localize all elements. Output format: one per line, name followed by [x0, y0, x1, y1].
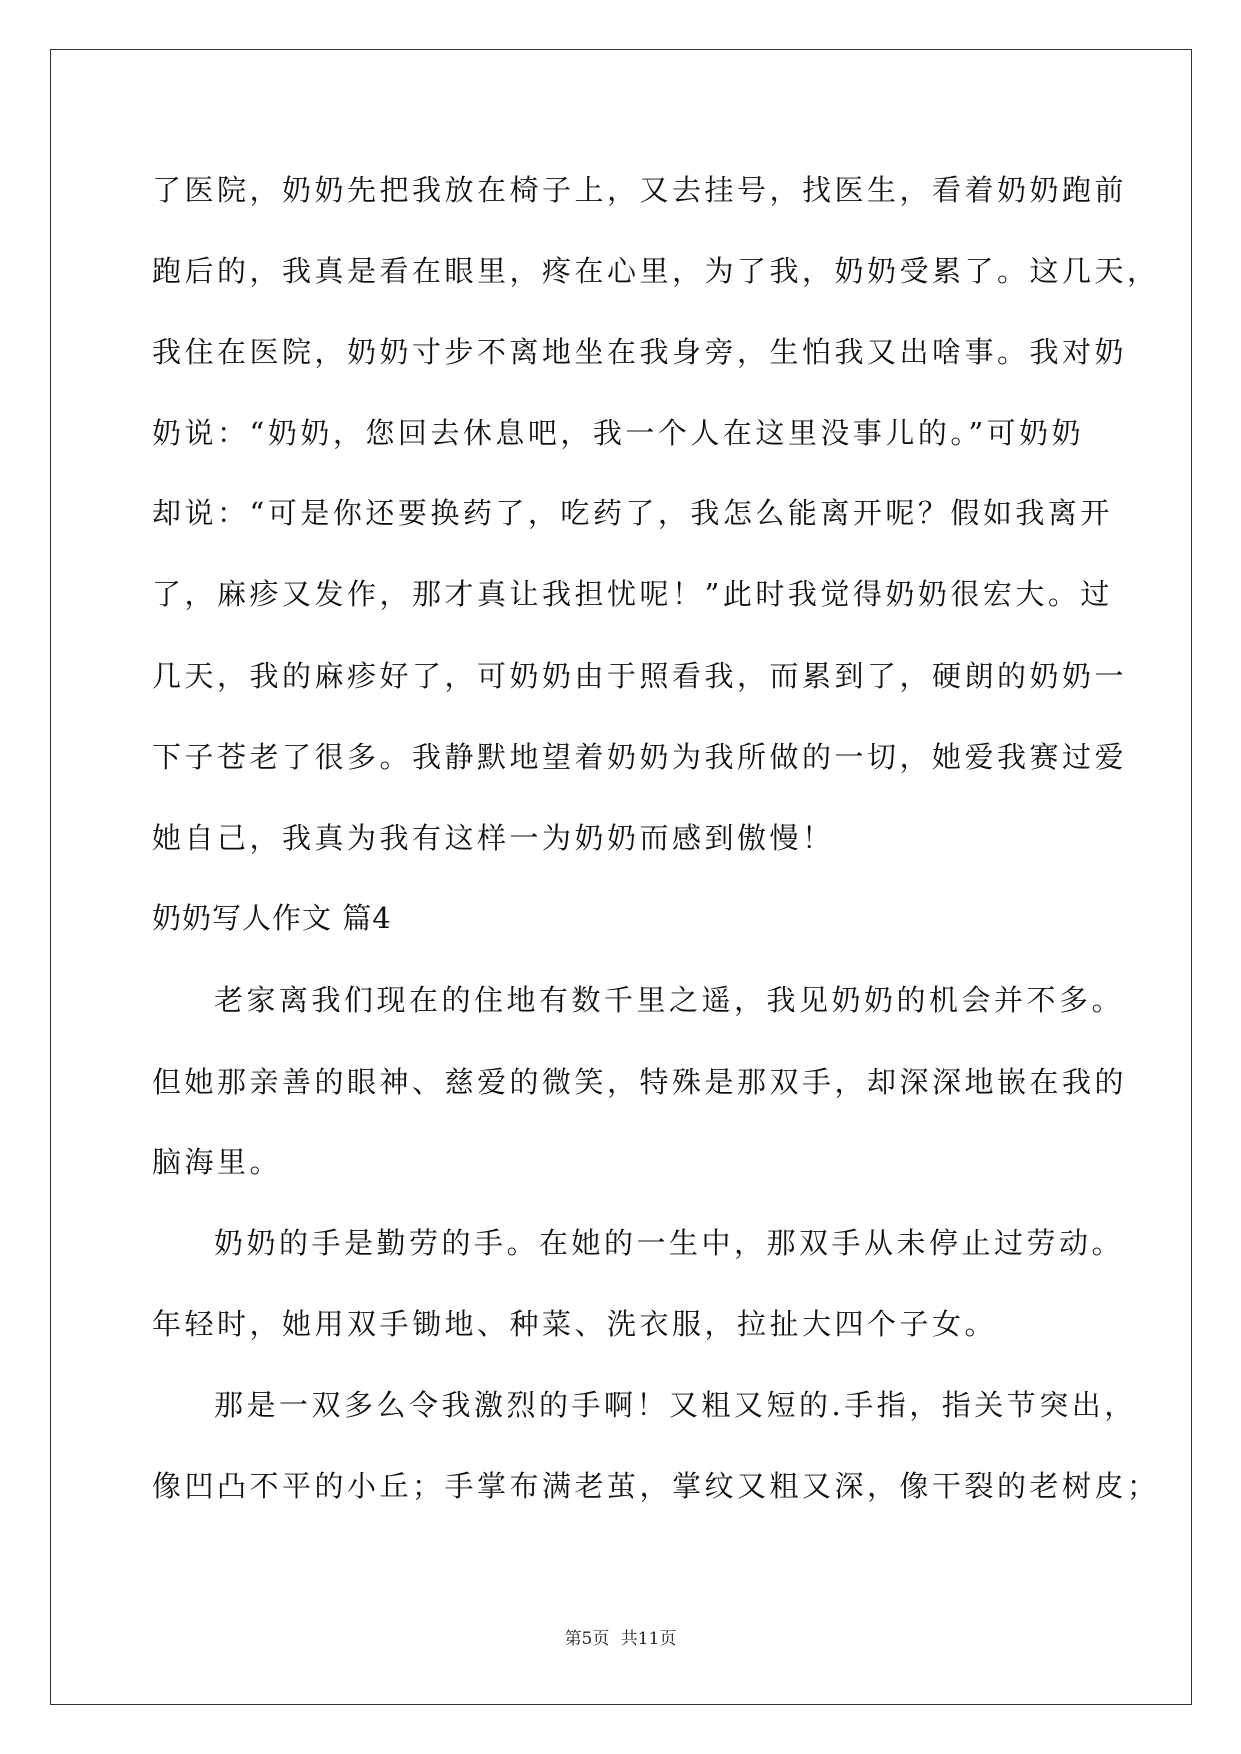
- text-line: 却说：“可是你还要换药了，吃药了，我怎么能离开呢？假如我离开: [152, 496, 1113, 530]
- text-line: 脑海里。: [152, 1145, 283, 1179]
- text-line: 跑后的，我真是看在眼里，疼在心里，为了我，奶奶受累了。这几天，: [152, 254, 1160, 288]
- section-heading: 奶奶写人作文 篇4: [152, 901, 392, 935]
- text-line: 但她那亲善的眼神、慈爱的微笑，特殊是那双手，却深深地嵌在我的: [152, 1065, 1128, 1099]
- text-line: 年轻时，她用双手锄地、种菜、洗衣服，拉扯大四个子女。: [152, 1307, 998, 1341]
- text-line: 像凹凸不平的小丘；手掌布满老茧，掌纹又粗又深，像干裂的老树皮；: [152, 1469, 1160, 1503]
- text-line: 了，麻疹又发作，那才真让我担忧呢！”此时我觉得奶奶很宏大。过: [152, 577, 1113, 611]
- page-total: 共11页: [620, 1629, 677, 1649]
- page-number: 第5页: [564, 1629, 610, 1649]
- text-line: 下子苍老了很多。我静默地望着奶奶为我所做的一切，她爱我赛过爱: [152, 740, 1128, 774]
- text-line: 奶奶的手是勤劳的手。在她的一生中，那双手从未停止过劳动。: [214, 1226, 1125, 1260]
- page-border: [50, 49, 1192, 1705]
- text-line: 我住在医院，奶奶寸步不离地坐在我身旁，生怕我又出啥事。我对奶: [152, 335, 1128, 369]
- text-line: 几天，我的麻疹好了，可奶奶由于照看我，而累到了，硬朗的奶奶一: [152, 659, 1128, 693]
- text-line: 那是一双多么令我激烈的手啊！又粗又短的.手指，指关节突出，: [214, 1388, 1137, 1422]
- text-line: 奶说：“奶奶，您回去休息吧，我一个人在这里没事儿的。”可奶奶: [152, 416, 1085, 450]
- text-line: 老家离我们现在的住地有数千里之遥，我见奶奶的机会并不多。: [214, 983, 1125, 1017]
- page-footer: [0, 1627, 1241, 1651]
- text-line: 了医院，奶奶先把我放在椅子上，又去挂号，找医生，看着奶奶跑前: [152, 173, 1128, 207]
- text-line: 她自己，我真为我有这样一为奶奶而感到傲慢！: [152, 821, 835, 855]
